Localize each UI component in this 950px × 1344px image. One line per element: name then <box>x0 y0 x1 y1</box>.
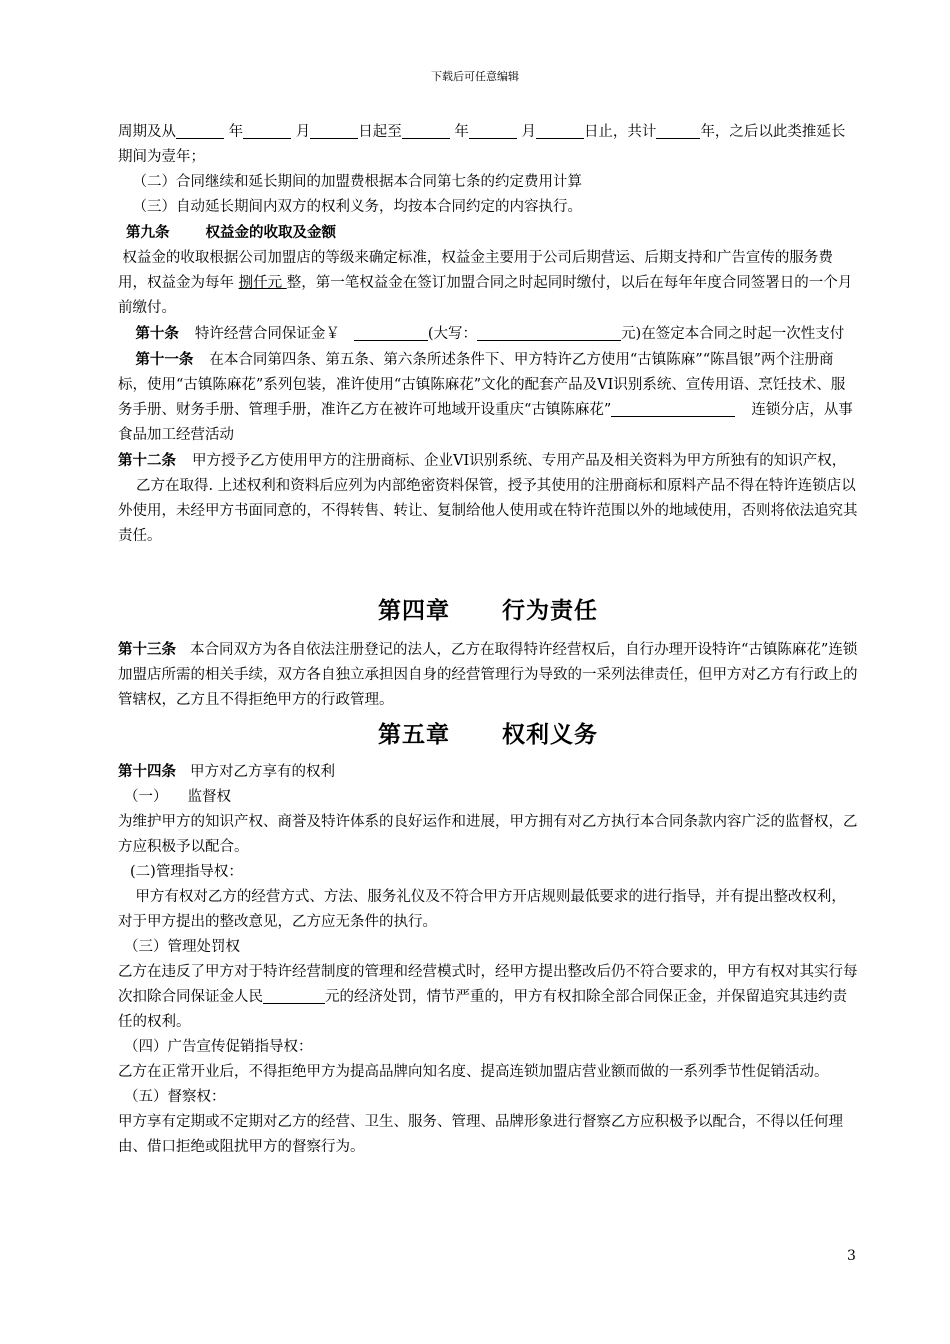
text: 月 <box>295 124 311 140</box>
chapter-4-title <box>118 591 858 631</box>
article-10 <box>118 321 858 347</box>
section-1-body: 为维护甲方的知识产权、商誉及特许体系的良好运作和进展，甲方拥有对乙方执行本合同条款内容广泛的监督权，乙方应积极予以配合。 <box>118 814 858 855</box>
article-9-heading <box>118 220 858 246</box>
text: 本合同双方为各自依法注册登记的法人，乙方在取得特许经营权后，自行办理开设特许“古镇陈麻花”连锁加盟店所需的相关手续，双方各自独立承担因自身的经营管理行为导致的一采列法律责任，但甲方对乙方有行政上的管辖权，乙方且不得拒绝甲方的行政管理。 <box>118 642 858 708</box>
section-5-body: 甲方享有定期或不定期对乙方的经营、卫生、服务、管理、品牌形象进行督察乙方应积极予以配合，不得以任何理由、借口拒绝或阻扰甲方的督察行为。 <box>118 1114 843 1155</box>
text: 连锁分店，从事食品加工经营活动 <box>118 402 853 443</box>
chapter-heading: 权利义务 <box>502 721 598 748</box>
text: 周期及从 <box>118 124 176 140</box>
chapter-5-title <box>118 715 858 755</box>
article-number: 第十三条 <box>118 641 176 658</box>
text: (大写： <box>427 326 478 342</box>
blank-field <box>354 322 428 341</box>
article-13 <box>118 637 858 713</box>
page-number: 3 <box>847 1248 856 1264</box>
text: 权益金的收取根据公司加盟店的等级来确定标准，权益金主要用于公司后期营运、后期支持和广告宣传的服务费用，权益金为每年 <box>118 250 833 291</box>
section-4-heading: （四）广告宣传促销指导权： <box>124 1039 313 1055</box>
chapter-number: 第五章 <box>378 721 450 748</box>
section-3-heading: （三）管理处罚权 <box>124 939 240 955</box>
article-14 <box>118 759 858 785</box>
article-number: 第十一条 <box>135 351 194 368</box>
article-9-body <box>118 246 858 321</box>
blank-field <box>536 120 584 139</box>
chapter-heading: 行为责任 <box>502 597 598 624</box>
text: 年 <box>228 124 244 140</box>
blank-field <box>176 120 224 139</box>
blank-field <box>310 120 358 139</box>
text: 元)在签定本合同之时起一次性支付 <box>621 326 845 342</box>
text: 日起至 <box>358 124 402 140</box>
text: 乙方在取得. 上述权利和资料后应列为内部绝密资料保管，授予其使用的注册商标和原料产品不得在特许连锁店以外使用，未经甲方书面同意的，不得转售、转让、复制给他人使用或在特许范围以外的地域使用，否则将依法追究其责任。 <box>118 478 858 544</box>
blank-field <box>263 985 325 1004</box>
blank-field <box>469 120 517 139</box>
text: 甲方授予乙方使用甲方的注册商标、企业VI识别系统、专用产品及相关资料为甲方所独有的知识产权， <box>192 453 847 469</box>
article-11 <box>118 347 858 448</box>
article-heading: 权益金的收取及金额 <box>205 224 336 241</box>
paragraph-rights-duties: （三）自动延长期间内双方的权利义务，均按本合同约定的内容执行。 <box>132 199 582 215</box>
document-body <box>118 120 858 1160</box>
article-12 <box>118 448 858 549</box>
text: 乙方在违反了甲方对于特许经营制度的管理和经营模式时，经甲方提出整改后仍不符合要求的，甲方有权对其实行每次扣除合同保证金人民 <box>118 964 858 1005</box>
blank-field <box>656 120 700 139</box>
article-number: 第十二条 <box>118 452 176 469</box>
blank-field <box>402 120 450 139</box>
blank-field <box>611 398 735 417</box>
section-5-heading: （五）督察权： <box>124 1089 226 1105</box>
paragraph-extension-period <box>118 120 858 170</box>
section-2-heading: (二)管理指导权： <box>130 864 243 880</box>
section-label: （一） <box>124 789 168 805</box>
text: 年 <box>454 124 469 140</box>
page-header: 下载后可任意编辑 <box>431 70 519 83</box>
chapter-number: 第四章 <box>378 597 450 624</box>
fee-amount: 捌仟元 <box>238 275 287 291</box>
article-number: 第十条 <box>135 325 179 342</box>
section-4-body: 乙方在正常开业后，不得拒绝甲方为提高品牌向知名度、提高连锁加盟店营业额而做的一系列季节性促销活动。 <box>118 1064 829 1080</box>
blank-field <box>243 120 291 139</box>
text: 整，第一笔权益金在签订加盟合同之时起同时缴付，以后在每年年度合同签署日的一个月前缴付。 <box>118 275 853 316</box>
paragraph-fee-calculation: （二）合同继续和延长期间的加盟费根据本合同第七条的约定费用计算 <box>132 174 582 190</box>
blank-field <box>477 322 621 341</box>
section-1-heading <box>118 785 858 810</box>
text: 特许经营合同保证金￥ <box>194 326 340 342</box>
text: 元的经济处罚，情节严重的，甲方有权扣除全部合同保正金，并保留追究其违约责任的权利。 <box>118 989 847 1030</box>
article-number: 第九条 <box>126 224 170 241</box>
section-title: 监督权 <box>187 789 231 805</box>
text: 年，之后以此类推延长期间为壹年； <box>118 124 846 165</box>
section-3-body <box>118 960 858 1035</box>
text: 在本合同第四条、第五条、第六条所述条件下、甲方特许乙方使用“古镇陈麻”“陈昌银”两个注册商标，使用“古镇陈麻花”系列包装，准许使用“古镇陈麻花”文化的配套产品及VI识别系统、宣传用语、烹饪技术、服务手册、财务手册、管理手册，准许乙方在被许可地域开设重庆“古镇陈麻花” <box>118 352 846 418</box>
section-2-body: 甲方有权对乙方的经营方式、方法、服务礼仪及不符合甲方开店规则最低要求的进行指导，并有提出整改权利，对于甲方提出的整改意见，乙方应无条件的执行。 <box>118 889 846 930</box>
article-number: 第十四条 <box>118 763 176 780</box>
text: 甲方对乙方享有的权利 <box>190 764 335 780</box>
text: 日止，共计 <box>583 124 657 140</box>
text: 月 <box>521 124 536 140</box>
